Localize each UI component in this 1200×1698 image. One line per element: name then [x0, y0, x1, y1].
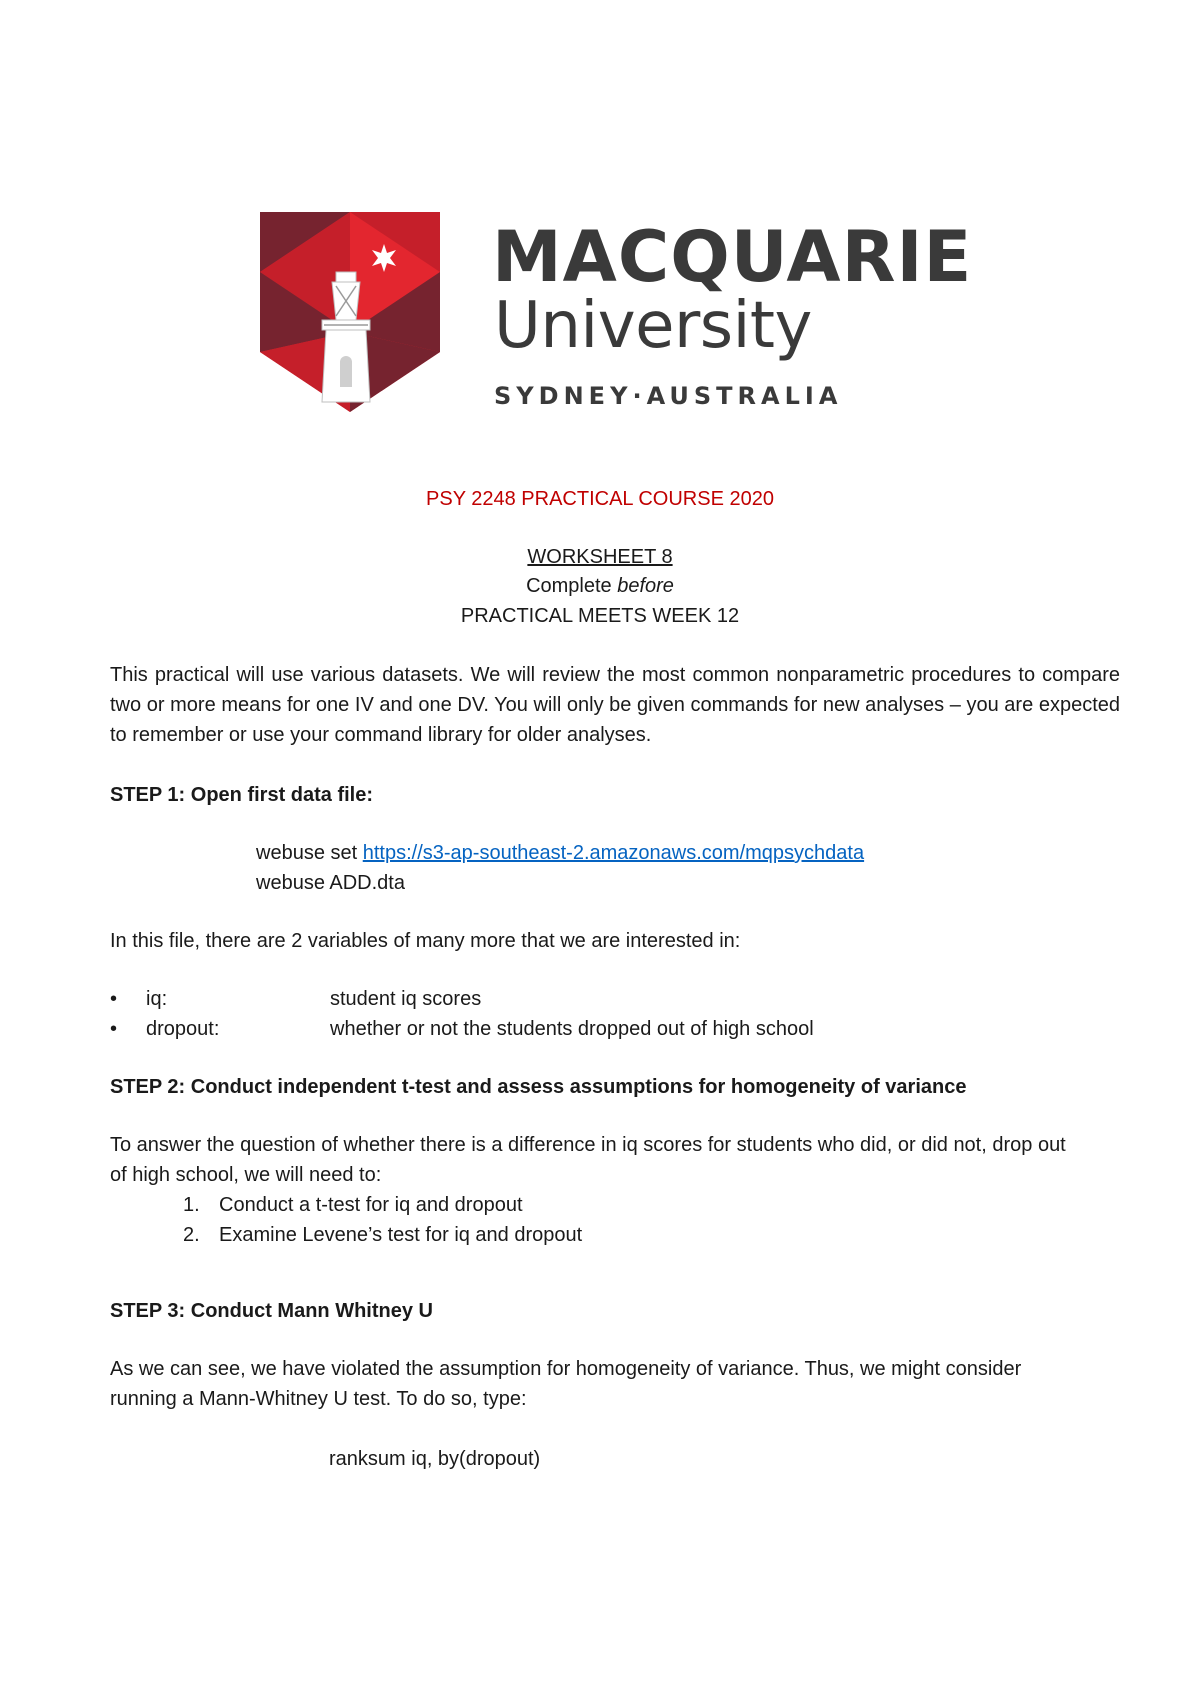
intro-paragraph: This practical will use various datasets. We will review the most common nonparametric procedures to compare two or more means for one IV and one DV. You will only be given commands for new analyses – you are expected to remember or use your command library for older analyses. — [110, 664, 1120, 746]
variable-desc: whether or not the students dropped out of high school — [330, 1018, 814, 1040]
step2-heading: STEP 2: Conduct independent t-test and assess assumptions for homogeneity of variance — [110, 1076, 967, 1098]
shield-crest-icon — [260, 212, 440, 412]
step3-command: ranksum iq, by(dropout) — [329, 1448, 541, 1470]
step2-paragraph: To answer the question of whether there is a difference in iq scores for students who did, or did not, drop out of high school, we will need to: — [110, 1134, 1066, 1186]
command-prefix: webuse set — [256, 842, 363, 864]
list-number: 1. — [183, 1194, 200, 1216]
university-logo — [260, 212, 973, 422]
practical-meets: PRACTICAL MEETS WEEK 12 — [460, 605, 740, 627]
step3-heading: STEP 3: Conduct Mann Whitney U — [110, 1300, 433, 1322]
logo-university: University — [494, 289, 812, 363]
complete-before-line — [0, 571, 1200, 601]
list-item: Examine Levene’s test for iq and dropout — [219, 1224, 583, 1246]
course-title: PSY 2248 PRACTICAL COURSE 2020 — [426, 488, 774, 510]
variable-name: dropout: — [146, 1018, 220, 1040]
list-number: 2. — [183, 1224, 200, 1246]
dataset-url-link[interactable]: https://s3-ap-southeast-2.amazonaws.com/mqpsychdata — [362, 842, 865, 864]
variable-desc: student iq scores — [330, 988, 482, 1010]
step3-paragraph: As we can see, we have violated the assumption for homogeneity of variance. Thus, we might consider running a Mann-Whitney U test. To do so, type: — [110, 1358, 1022, 1410]
variable-name: iq: — [146, 988, 168, 1010]
complete-prefix: Complete — [526, 575, 618, 597]
logo-macquarie: MACQUARIE — [492, 216, 973, 298]
logo-location: SYDNEY·AUSTRALIA — [494, 382, 843, 410]
step1-command-set — [256, 838, 864, 868]
bullet-icon: • — [110, 1018, 118, 1040]
complete-emphasis: before — [617, 575, 674, 597]
worksheet-title: WORKSHEET 8 — [527, 546, 673, 568]
step1-heading: STEP 1: Open first data file: — [110, 784, 374, 806]
list-item: Conduct a t-test for iq and dropout — [219, 1194, 523, 1216]
step1-command-load: webuse ADD.dta — [256, 872, 405, 894]
bullet-icon: • — [110, 988, 118, 1010]
variables-intro: In this file, there are 2 variables of many more that we are interested in: — [110, 930, 741, 952]
